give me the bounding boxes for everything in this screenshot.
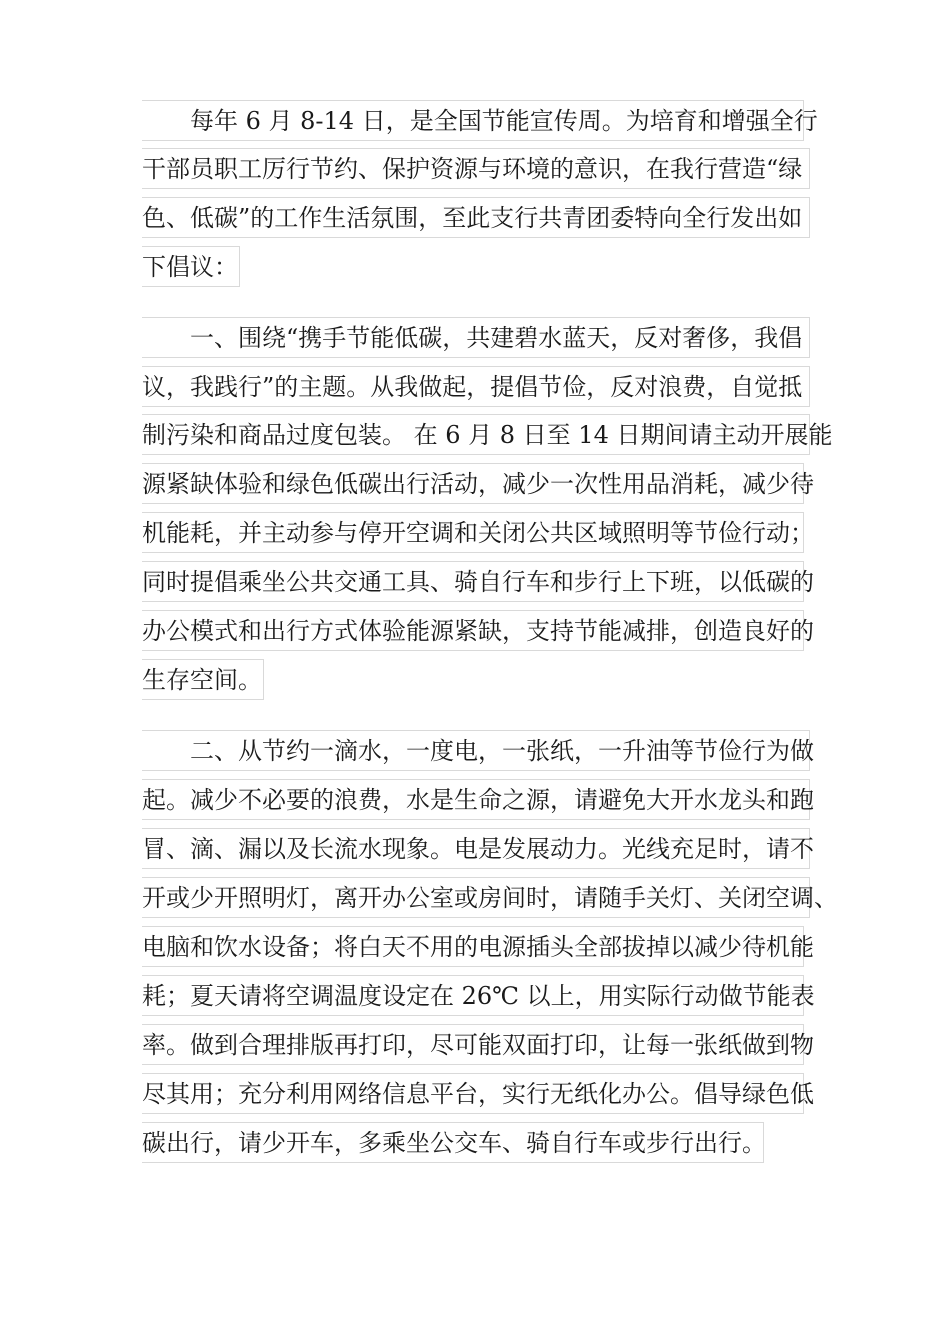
text-line: 开或少开照明灯，离开办公室或房间时，请随手关灯、关闭空调、 — [142, 877, 810, 918]
text-line: 办公模式和出行方式体验能源紧缺，支持节能减排，创造良好的 — [142, 610, 804, 651]
text-line: 一、围绕“携手节能低碳，共建碧水蓝天，反对奢侈，我倡 — [142, 317, 810, 358]
text-line: 二、从节约一滴水，一度电，一张纸，一升油等节俭行为做 — [142, 730, 810, 771]
text-line: 起。减少不必要的浪费，水是生命之源，请避免大开水龙头和跑 — [142, 779, 810, 820]
text-line: 下倡议： — [142, 246, 240, 287]
text-line: 碳出行，请少开车，多乘坐公交车、骑自行车或步行出行。 — [142, 1122, 764, 1163]
text-line: 冒、滴、漏以及长流水现象。电是发展动力。光线充足时，请不 — [142, 828, 810, 869]
text-line: 耗；夏天请将空调温度设定在 26℃ 以上，用实际行动做节能表 — [142, 975, 804, 1016]
text-line: 电脑和饮水设备；将白天不用的电源插头全部拔掉以减少待机能 — [142, 926, 804, 967]
text-line: 制污染和商品过度包装。 在 6 月 8 日至 14 日期间请主动开展能 — [142, 414, 810, 455]
text-line: 干部员职工厉行节约、保护资源与环境的意识，在我行营造“绿 — [142, 148, 810, 189]
text-line: 同时提倡乘坐公共交通工具、骑自行车和步行上下班，以低碳的 — [142, 561, 804, 602]
text-line: 议，我践行”的主题。从我做起，提倡节俭，反对浪费，自觉抵 — [142, 366, 810, 407]
text-line: 生存空间。 — [142, 659, 264, 700]
text-line: 源紧缺体验和绿色低碳出行活动，减少一次性用品消耗，减少待 — [142, 463, 804, 504]
text-line: 机能耗，并主动参与停开空调和关闭公共区域照明等节俭行动； — [142, 512, 804, 553]
text-line: 尽其用；充分利用网络信息平台，实行无纸化办公。倡导绿色低 — [142, 1073, 804, 1114]
text-line: 每年 6 月 8-14 日，是全国节能宣传周。为培育和增强全行 — [142, 100, 804, 141]
text-line: 色、低碳”的工作生活氛围，至此支行共青团委特向全行发出如 — [142, 197, 810, 238]
text-line: 率。做到合理排版再打印，尽可能双面打印，让每一张纸做到物 — [142, 1024, 804, 1065]
